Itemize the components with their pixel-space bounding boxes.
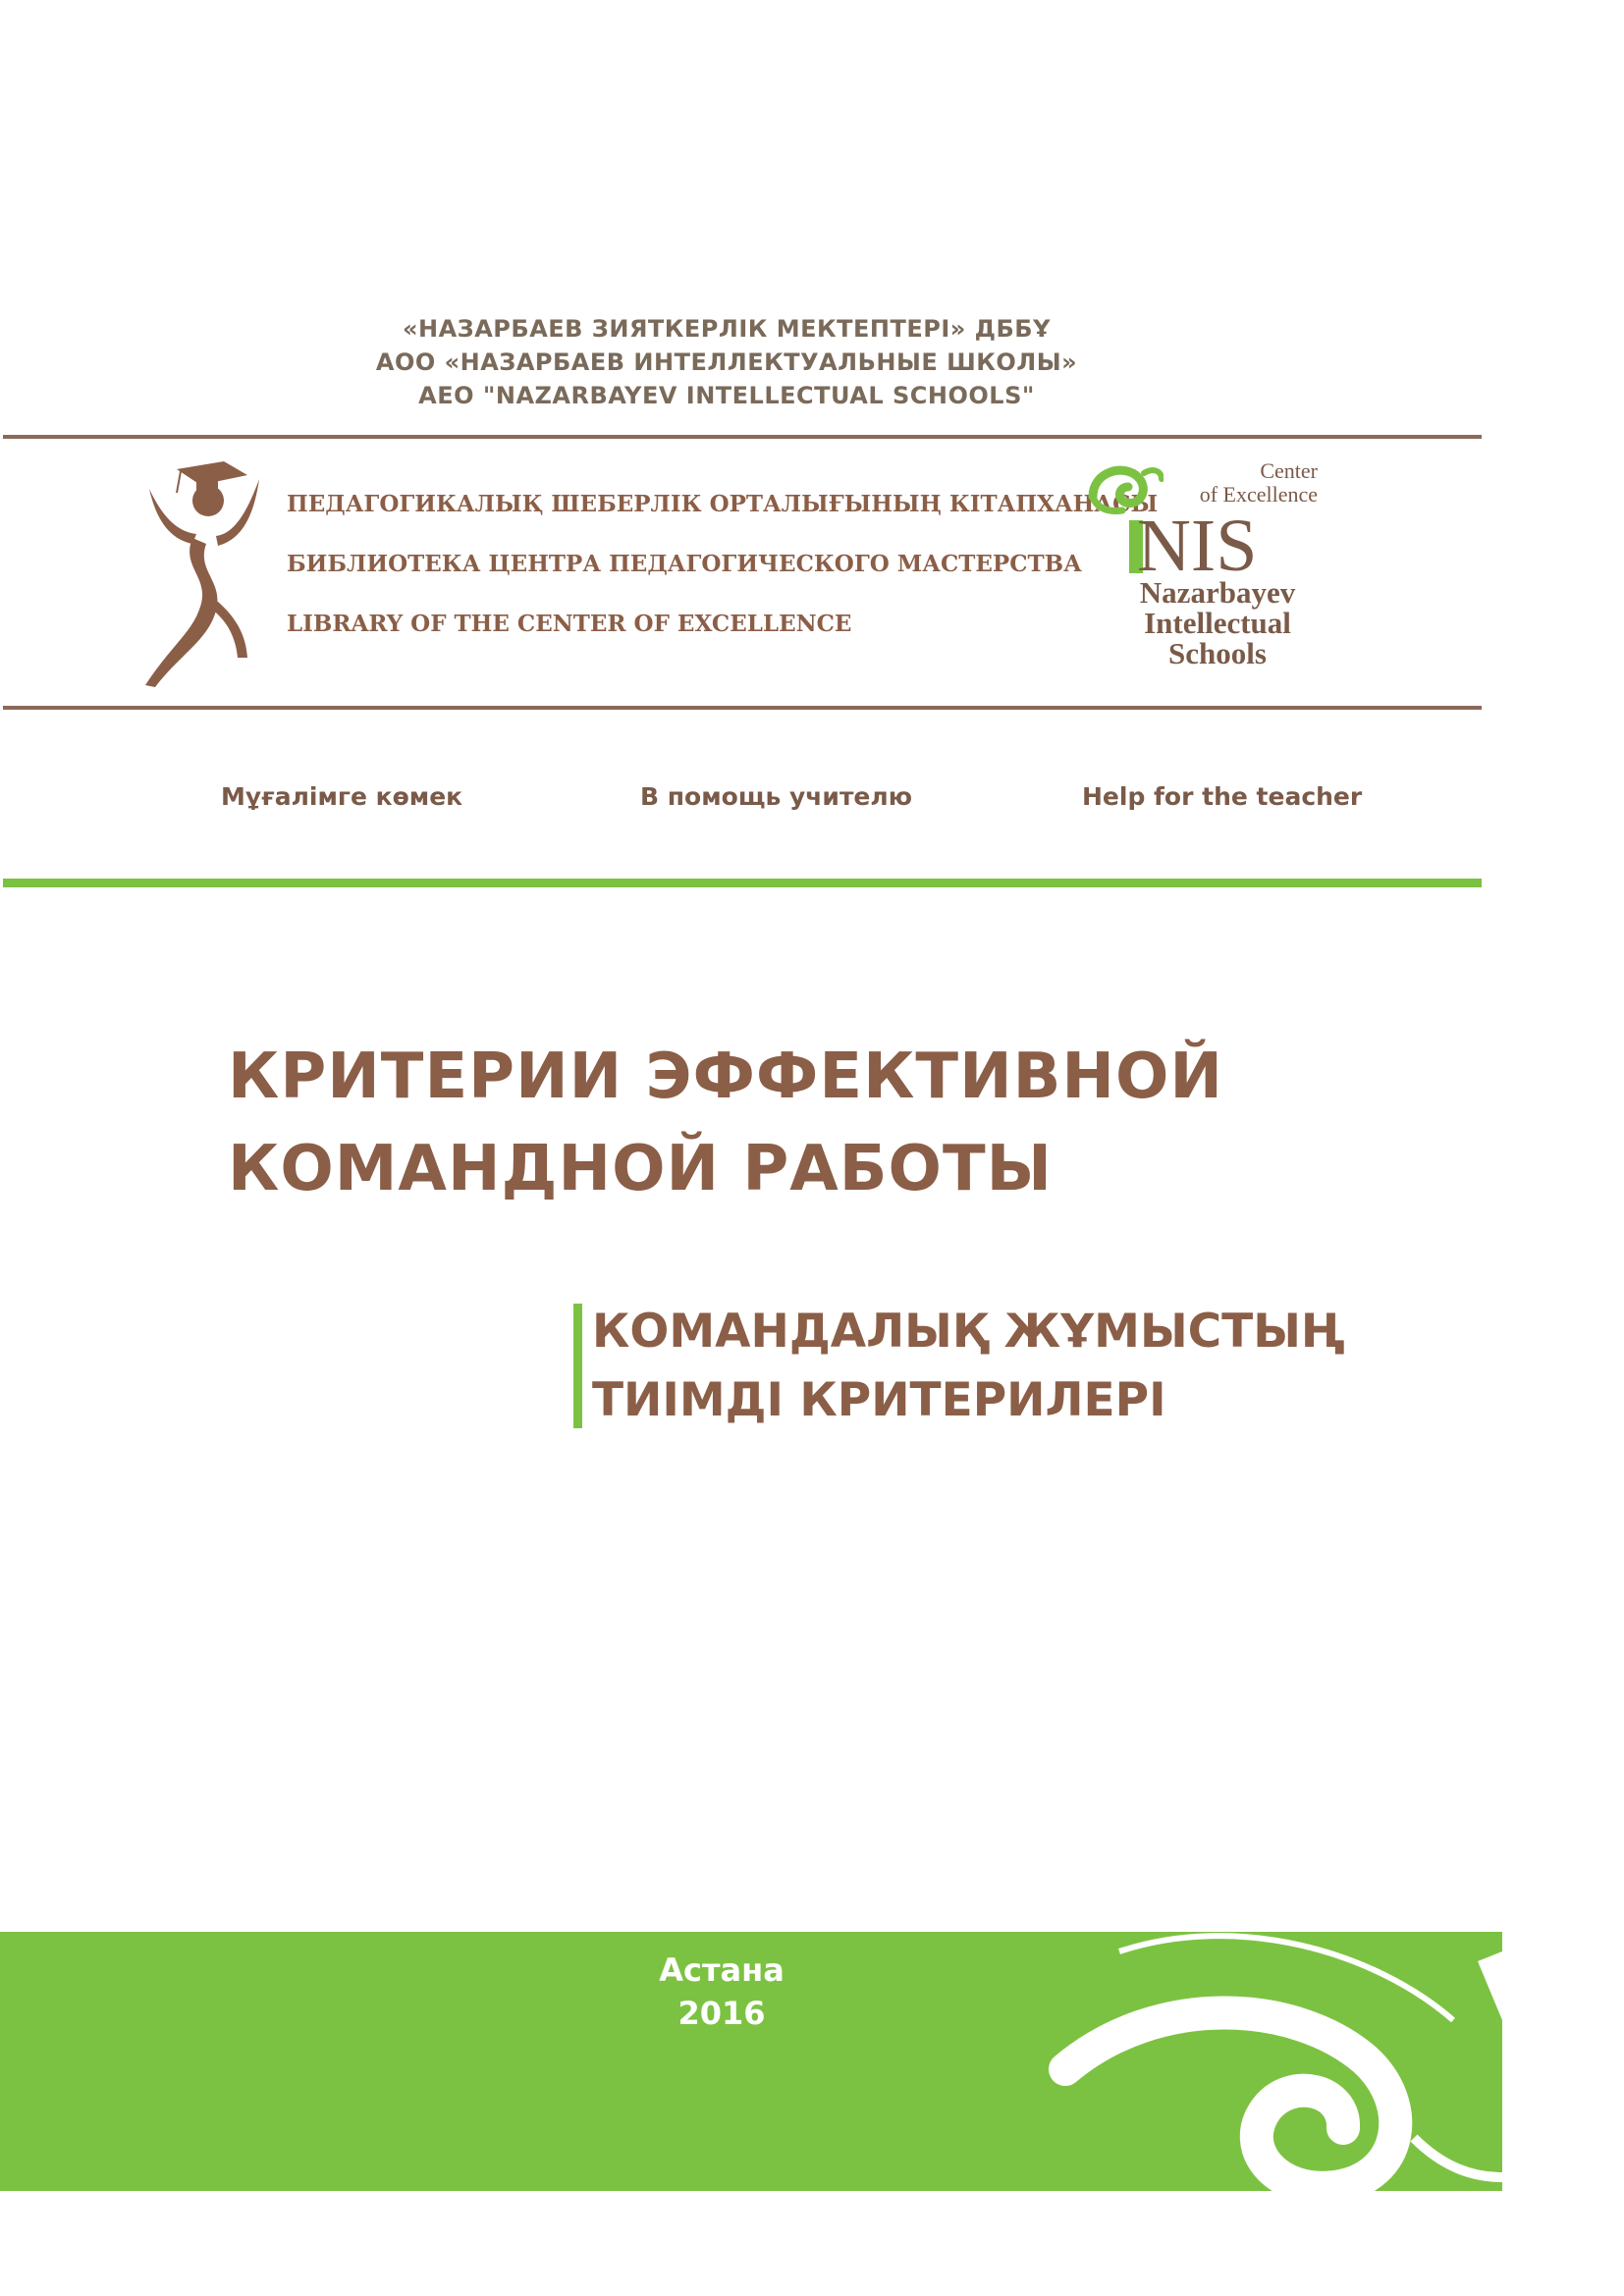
nis-name-line3: Schools — [1168, 636, 1267, 670]
main-title-kz — [592, 1298, 1345, 1435]
help-label-en: Help for the teacher — [1082, 782, 1363, 811]
main-title-ru — [228, 1031, 1223, 1215]
title-ru-line2: КОМАНДНОЙ РАБОТЫ — [228, 1133, 1053, 1205]
org-name-ru: АОО «НАЗАРБАЕВ ИНТЕЛЛЕКТУАЛЬНЫЕ ШКОЛЫ» — [375, 348, 1078, 376]
figure-body — [145, 538, 217, 687]
figure-right-arm — [216, 479, 259, 546]
publication-year: 2016 — [677, 1995, 766, 2032]
figure-head — [192, 485, 224, 516]
figure-leg — [208, 597, 247, 658]
nis-name-line2: Intellectual — [1144, 606, 1291, 640]
nis-center-line1: Center — [1260, 458, 1318, 483]
nis-full-name — [1119, 577, 1316, 668]
middle-divider — [3, 706, 1482, 710]
subtitle-accent-bar — [573, 1304, 582, 1428]
nis-abbreviation: NIS — [1137, 505, 1258, 587]
library-names — [287, 489, 1158, 668]
figure-left-arm — [149, 489, 196, 544]
org-name-en: AEO "NAZARBAYEV INTELLECTUAL SCHOOLS" — [418, 382, 1035, 409]
library-name-en: LIBRARY OF THE CENTER OF EXCELLENCE — [287, 611, 852, 637]
title-ru-line1: КРИТЕРИИ ЭФФЕКТИВНОЙ — [228, 1041, 1223, 1113]
library-name-ru: БИБЛИОТЕКА ЦЕНТРА ПЕДАГОГИЧЕСКОГО МАСТЕРСТВА — [287, 551, 1082, 577]
org-name-kz: «НАЗАРБАЕВ ЗИЯТКЕРЛІК МЕКТЕПТЕРІ» ДББҰ — [403, 315, 1051, 343]
organization-header — [0, 312, 1453, 412]
publication-city: Астана — [659, 1951, 785, 1989]
footer-band — [0, 1932, 1502, 2191]
library-logo — [137, 450, 270, 690]
title-kz-line2: ТИІМДІ КРИТЕРИЛЕРІ — [592, 1373, 1166, 1427]
nis-center-line2: of Excellence — [1199, 482, 1318, 507]
top-divider — [3, 435, 1482, 439]
help-label-kz: Мұғалімге көмек — [221, 782, 463, 811]
nis-name-line1: Nazarbayev — [1139, 575, 1296, 610]
help-label-ru: В помощь учителю — [640, 782, 913, 811]
mortarboard-tassel — [177, 471, 181, 493]
green-divider — [3, 879, 1482, 887]
title-kz-line1: КОМАНДАЛЫҚ ЖҰМЫСТЫҢ — [592, 1305, 1345, 1359]
nis-center-label — [1190, 459, 1318, 507]
library-name-kz: ПЕДАГОГИКАЛЫҚ ШЕБЕРЛІК ОРТАЛЫҒЫНЫҢ КІТАПХАНАСЫ — [287, 491, 1159, 517]
